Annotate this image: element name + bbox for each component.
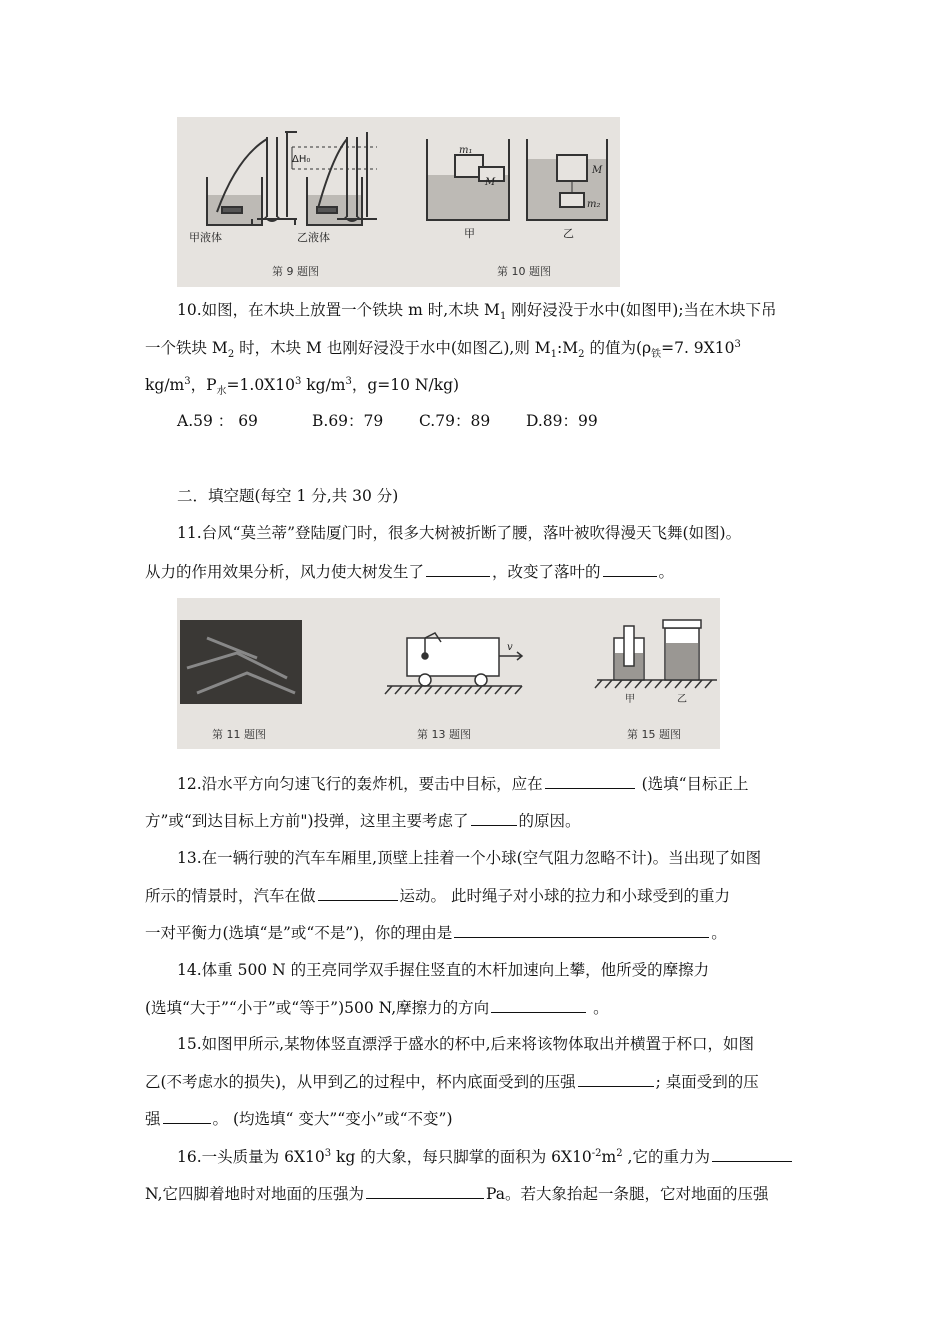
q16-line-2: N,它四脚着地时对地面的压强为 Pa。若大象抬起一条腿，它对地面的压强 <box>145 1185 769 1203</box>
fig15-label-a: 甲 <box>625 694 635 705</box>
answer-blank[interactable] <box>545 773 635 789</box>
fig15-label-b: 乙 <box>677 694 687 705</box>
fig10-caption: 第 10 题图 <box>497 265 551 278</box>
q15-line-2: 乙(不考虑水的损失)，从甲到乙的过程中，杯内底面受到的压强 ; 桌面受到的压 <box>145 1073 759 1091</box>
q12-line-2: 方”或“到达目标上方前")投弹，这里主要考虑了 的原因。 <box>145 812 581 830</box>
answer-blank[interactable] <box>471 810 517 826</box>
q16-line-1: 16.一头质量为 $6X10^3$ kg 的大象，每只脚掌的面积为 $6X10^{-2}m^2$ ,它的重力为 <box>177 1146 794 1167</box>
section-2-heading: 二．填空题(每空 1 分,共 30 分) <box>177 487 399 505</box>
q13-line-2: 所示的情景时，汽车在做 运动。 此时绳子对小球的拉力和小球受到的重力 <box>145 887 730 905</box>
answer-blank[interactable] <box>491 997 586 1013</box>
figure-9-10 <box>177 117 620 287</box>
m1-label: m₁ <box>459 145 473 156</box>
q10-line-2: 一个铁块 $M_2$ 时，木块 M 也刚好浸没于水中(如图乙),则 $M_1:M_2$ 的值为($\rho_铁=7$. $9X10^3$ <box>145 338 741 361</box>
q15-line-3: 强 。 (均选填“ 变大”“变小”或“不变”) <box>145 1110 453 1128</box>
answer-blank[interactable] <box>578 1071 654 1087</box>
q10-options <box>177 411 598 431</box>
scenes-diagram <box>177 598 720 749</box>
option-d[interactable]: D.89：99 <box>526 412 598 430</box>
m-label-a: M <box>485 177 496 188</box>
answer-blank[interactable] <box>318 885 398 901</box>
m2-label: m₂ <box>587 199 601 210</box>
option-b[interactable]: B.69：79 <box>312 412 384 430</box>
figure-11-13-15 <box>177 598 720 749</box>
q12-line-1: 12.沿水平方向匀速飞行的轰炸机，要击中目标，应在 (选填“目标正上 <box>177 775 749 793</box>
option-a[interactable]: A.59 ： 69 <box>177 412 258 430</box>
apparatus-diagram <box>177 117 620 287</box>
fig10-label-b: 乙 <box>563 227 574 240</box>
q10-line-3: $kg/m^3$，$P_水=1.0X10^3$ $kg/m^3$，g=10 N/kg) <box>145 375 460 398</box>
answer-blank[interactable] <box>454 922 709 938</box>
q13-line-3: 一对平衡力(选填“是”或“不是”)，你的理由是 。 <box>145 924 727 942</box>
option-c[interactable]: C.79：89 <box>419 412 491 430</box>
liquid-b-label: 乙液体 <box>297 231 330 244</box>
q10-line-1: 10.如图，在木块上放置一个铁块 m 时,木块 $M_1$ 刚好浸没于水中(如图甲);当在木块下吊 <box>177 301 777 323</box>
fig10-label-a: 甲 <box>464 227 475 240</box>
q11-line-2: 从力的作用效果分析，风力使大树发生了 ，改变了落叶的 。 <box>145 563 675 581</box>
q15-line-1: 15.如图甲所示,某物体竖直漂浮于盛水的杯中,后来将该物体取出并横置于杯口，如图 <box>177 1035 755 1053</box>
q11-line-1: 11.台风“莫兰蒂”登陆厦门时，很多大树被折断了腰，落叶被吹得漫天飞舞(如图)。 <box>177 524 742 542</box>
answer-blank[interactable] <box>603 561 657 577</box>
fig9-caption: 第 9 题图 <box>272 265 319 278</box>
q14-line-2: (选填“大于”“小于”或“等于”)500 N,摩擦力的方向 。 <box>145 999 609 1017</box>
fig11-caption: 第 11 题图 <box>212 728 266 741</box>
answer-blank[interactable] <box>712 1146 792 1162</box>
q14-line-1: 14.体重 500 N 的王亮同学双手握住竖直的木杆加速向上攀，他所受的摩擦力 <box>177 961 710 979</box>
velocity-label: v <box>507 642 513 653</box>
q13-line-1: 13.在一辆行驶的汽车车厢里,顶壁上挂着一个小球(空气阻力忽略不计)。当出现了如图 <box>177 849 762 867</box>
m-label-b: M <box>592 165 603 176</box>
fig13-caption: 第 13 题图 <box>417 728 471 741</box>
answer-blank[interactable] <box>426 561 490 577</box>
liquid-a-label: 甲液体 <box>189 231 222 244</box>
fig15-caption: 第 15 题图 <box>627 728 681 741</box>
delta-h-label: ΔH₀ <box>292 154 311 165</box>
answer-blank[interactable] <box>163 1108 211 1124</box>
answer-blank[interactable] <box>366 1183 484 1199</box>
